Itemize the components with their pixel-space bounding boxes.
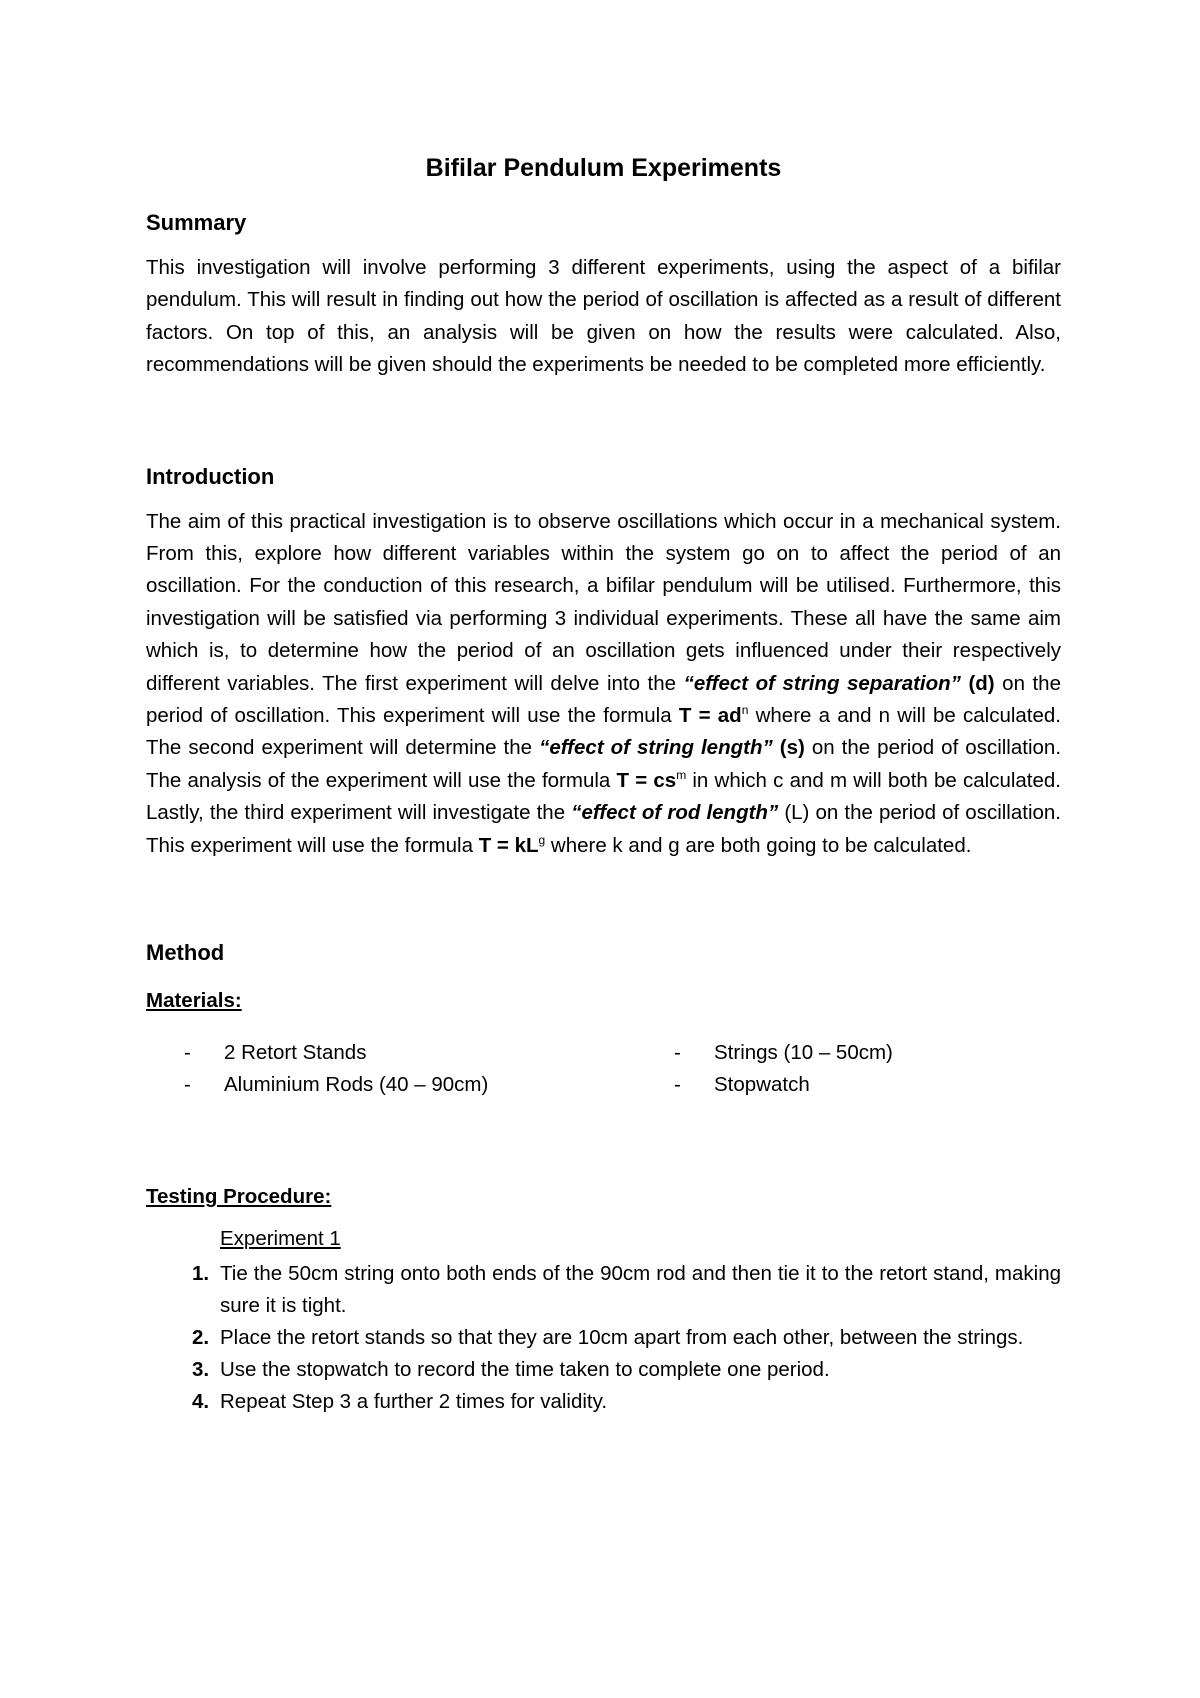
introduction-paragraph xyxy=(146,506,1061,862)
document-body xyxy=(146,150,1061,1418)
intro-text-6: on the period of oscillation. This experiment will use the formula xyxy=(146,801,1062,857)
material-label: Aluminium Rods (40 – 90cm) xyxy=(224,1073,489,1097)
experiment-1-steps xyxy=(146,1258,1061,1418)
formula-1: T = ad xyxy=(678,704,742,728)
intro-text-4: on the period of oscillation. The analysis of the experiment will use the formula xyxy=(146,736,1062,792)
formula-3-exponent: g xyxy=(538,832,546,847)
material-label: Stopwatch xyxy=(714,1073,810,1097)
list-item xyxy=(636,1070,1036,1100)
step-number: 1. xyxy=(192,1262,210,1286)
page-title: Bifilar Pendulum Experiments xyxy=(425,154,782,182)
intro-text-1: The aim of this practical investigation is to observe oscillations which occur in a mechanical system. From this, explore how different variables within the system go on to affect the period of an oscillation. For the conduction of this research, a bifilar pendulum will be utilised. Furthermore, this investigation will be satisfied via performing 3 individual experiments. These all have the same aim which is, to determine how the period of an oscillation gets influenced under their respectively different variables. The first experiment will delve into the xyxy=(146,509,1061,695)
variable-string-length: “effect of string length” xyxy=(539,736,773,760)
method-heading: Method xyxy=(146,940,225,966)
materials-heading: Materials: xyxy=(146,989,242,1013)
materials-list xyxy=(146,1038,1061,1100)
experiment-1-heading: Experiment 1 xyxy=(220,1227,341,1251)
step-number: 4. xyxy=(192,1390,210,1414)
intro-text-3: where a and n will be calculated. The second experiment will determine the xyxy=(146,704,1061,760)
intro-text-2: on the period of oscillation. This experiment will use the formula xyxy=(146,671,1061,728)
step-text: Tie the 50cm string onto both ends of the 90cm rod and then tie it to the retort stand, making sure it is tight. xyxy=(220,1262,1061,1318)
formula-2: T = cs xyxy=(616,768,677,792)
symbol-L: (L) xyxy=(784,801,810,825)
formula-1-exponent: n xyxy=(741,703,749,718)
list-item xyxy=(146,1038,636,1068)
step-number: 3. xyxy=(192,1358,210,1382)
list-item xyxy=(146,1354,1061,1386)
formula-2-exponent: m xyxy=(676,768,687,783)
step-text: Use the stopwatch to record the time taken to complete one period. xyxy=(220,1358,830,1382)
bullet-dash: - xyxy=(674,1073,681,1097)
variable-rod-length: “effect of rod length” xyxy=(571,801,779,825)
bullet-dash: - xyxy=(184,1073,191,1097)
list-item xyxy=(146,1386,1061,1418)
list-item xyxy=(146,1258,1061,1322)
formula-3: T = kL xyxy=(478,833,539,857)
bullet-dash: - xyxy=(184,1041,191,1065)
step-text: Place the retort stands so that they are 10cm apart from each other, between the strings. xyxy=(220,1326,1024,1350)
variable-string-separation: “effect of string separation” xyxy=(683,671,961,695)
summary-heading: Summary xyxy=(146,210,247,235)
symbol-d: (d) xyxy=(968,671,995,695)
intro-text-7: where k and g are both going to be calculated. xyxy=(545,833,972,857)
intro-text-5: in which c and m will both be calculated. Lastly, the third experiment will investigate the xyxy=(146,768,1061,825)
material-label: 2 Retort Stands xyxy=(224,1041,367,1065)
step-text: Repeat Step 3 a further 2 times for validity. xyxy=(220,1390,608,1414)
testing-procedure-heading: Testing Procedure: xyxy=(146,1185,332,1209)
symbol-s: (s) xyxy=(779,736,805,760)
list-item xyxy=(146,1070,636,1100)
step-number: 2. xyxy=(192,1326,210,1350)
bullet-dash: - xyxy=(674,1041,681,1065)
material-label: Strings (10 – 50cm) xyxy=(714,1041,893,1065)
introduction-heading: Introduction xyxy=(146,463,275,489)
list-item xyxy=(636,1038,1036,1068)
list-item xyxy=(146,1322,1061,1354)
summary-paragraph: This investigation will involve performing 3 different experiments, using the aspect of a bifilar pendulum. This will result in finding out how the period of oscillation is affected as a result of different factors. On top of this, an analysis will be given on how the results were calculated. Also, recommendations will be given should the experiments be needed to be completed more efficiently. xyxy=(146,256,1061,377)
